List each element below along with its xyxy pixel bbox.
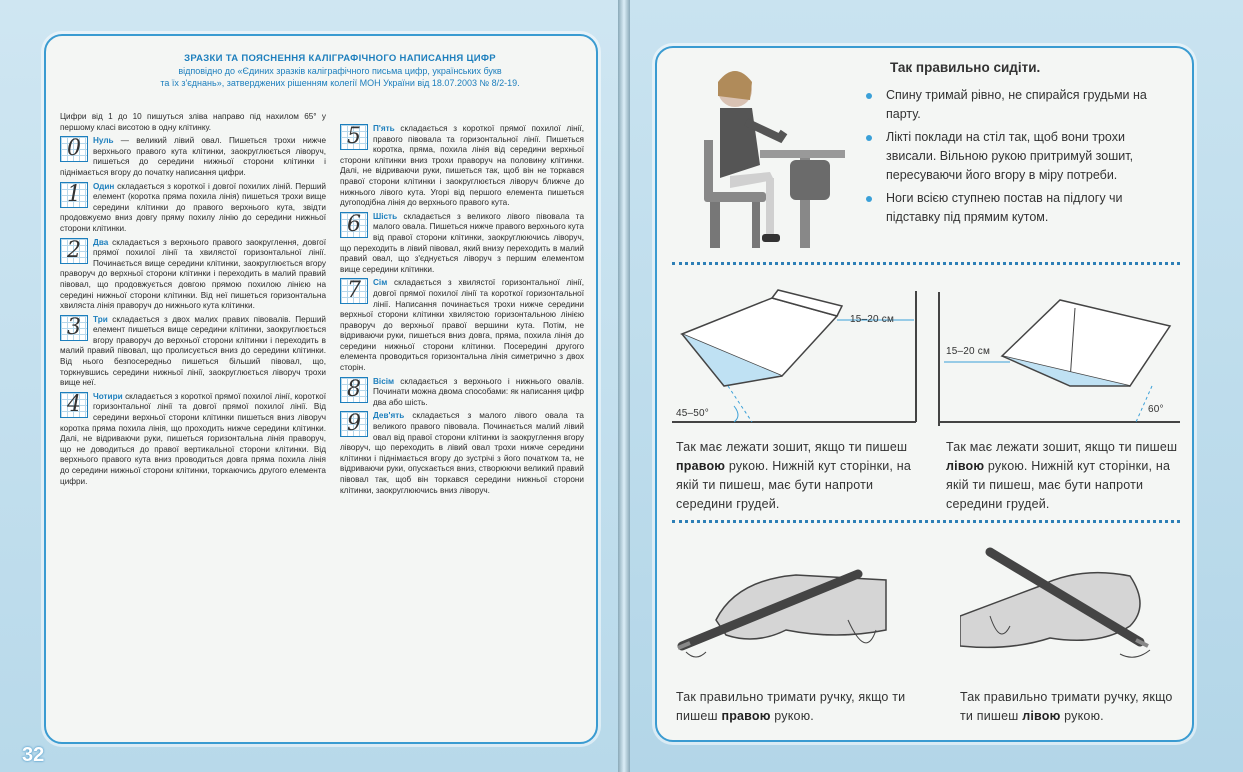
- pen-right-hand-illustration: [676, 560, 896, 670]
- caption-part: рукою. Нижній кут сторінки, на якій ти пишеш, має бути напроти середини грудей.: [676, 459, 912, 511]
- digit-name: Вісім: [373, 376, 395, 386]
- digit-name: Сім: [373, 278, 388, 288]
- page-subtitle-1: відповідно до «Єдиних зразків каліграфічного письма цифр, українських букв: [178, 66, 502, 76]
- digit-name: Три: [93, 314, 108, 324]
- sitting-rule: Лікті поклади на стіл так, щоб вони трохи звисали. Вільною рукою притримуй зошит, пересуваючи його вгору в міру потреби.: [862, 128, 1177, 185]
- intro-paragraph: Цифри від 1 до 10 пишуться зліва направо під нахилом 65° у першому класі висотою в одну клітинку.: [60, 112, 326, 132]
- caption-part: рукою. Нижній кут сторінки, на якій ти пишеш, має бути напроти середини грудей.: [946, 459, 1171, 511]
- digit-name: Два: [93, 237, 109, 247]
- distance-label-left: 15–20 см: [946, 346, 991, 357]
- notebook-left-caption: [946, 438, 1184, 514]
- digits-column-left: [60, 112, 326, 490]
- digit-sample: 4: [60, 392, 88, 418]
- digit-description: складається з короткої прямої похилої лінії, короткої горизонтальної лінії та довгої прямої похилої лінії. Від середини верхньої сторони клітинки пишеться вниз ліворуч коротка пряма похила лінія, що проходить нижче середини клітинки. Далі, не відриваючи руки, пишеться горизонтальна лінія праворуч, що не доводиться до правої вертикальної сторони клітинки. Від верхнього правого кута вниз проводиться довга пряма похила лінія до середини нижньої сторони клітинки, торкаючись другого елемента цифри.: [60, 391, 326, 486]
- digit-entry: [340, 377, 584, 409]
- digit-description: складається з верхнього правого заокруглення, довгої прямої похилої лінії та хвилястої горизонтальної лінії. Починається вище середини клітинки, заокруглюється вгору праворуч до верхньої сторони клітинки і переходить в малий правий півовал, що продовжується довгою прямою похилою лінією на середині нижньої сторони клітинки. Від неї пишеться горизонтальна хвиляста лінія праворуч до нижнього кута клітинки.: [60, 237, 326, 311]
- digit-sample: 8: [340, 377, 368, 403]
- digit-name: Один: [93, 181, 115, 191]
- caption-emphasis: правою: [721, 709, 771, 723]
- caption-part: Так має лежати зошит, якщо ти пишеш: [946, 440, 1178, 454]
- pen-left-hand-illustration: [960, 546, 1180, 666]
- notebook-right-hand-diagram: [672, 286, 922, 426]
- digit-description: складається з короткої і довгої похилих ліній. Перший елемент (коротка пряма похила лінія) пишеться трохи вище середини клітинки до правого верхнього кута, звідти продовжуємо вниз довгу пряму похилу лінію до середини нижньої сторони клітинки.: [60, 181, 326, 233]
- digit-entry: [340, 278, 584, 373]
- digit-entry: [60, 182, 326, 235]
- digit-entry: [60, 392, 326, 487]
- left-header: [80, 52, 600, 89]
- digit-sample: 3: [60, 315, 88, 341]
- sitting-rules-list: [862, 86, 1177, 231]
- digit-entry: [60, 136, 326, 178]
- digit-sample: 9: [340, 411, 368, 437]
- digit-description: складається з хвилястої горизонтальної лінії, довгої прямої похилої лінії та короткої горизонтальної лінії. Написання починається трохи нижче середини верхньої сторони клітинки хвилястою горизонтальною лінією праворуч до верхньої правої вершини кута. Потім, не відриваючи руки, пишеться вниз довга, пряма, похила лінія до середини нижньої сторони клітинки. Посередині другого елемента проводиться горизонтальна лінія симетрично з двох сторін.: [340, 278, 584, 373]
- digit-description: — великий лівий овал. Пишеться трохи нижче верхнього правого кута клітинки, заокруглюється ліворуч, пишеться до середини нижньої сторони клітинки і піднімається вгору до початку написання цифри.: [60, 136, 326, 177]
- caption-emphasis: лівою: [946, 459, 985, 473]
- distance-label-right: 15–20 см: [850, 314, 895, 325]
- digits-column-right: [340, 124, 584, 499]
- digit-description: складається з короткої прямої похилої лінії, правого півовала та горизонтальної лінії. Пишеться коротка, пряма, похила лінія від середини верхньої сторони клітинки вниз трохи праворуч на половину клітинки. Далі, не відриваючи руки, пишеться так, щоб він не торкався правої сторони клітинки і заокруглюється ліворуч ближче до нижнього лівого кута. Угорі від першого елемента пишеться дугоподібна лінія до верхнього правого кута.: [340, 124, 584, 208]
- page-title: ЗРАЗКИ ТА ПОЯСНЕННЯ КАЛІГРАФІЧНОГО НАПИСАННЯ ЦИФР: [184, 53, 496, 64]
- digit-entry: [340, 411, 584, 496]
- page-number: 32: [22, 744, 45, 766]
- digit-description: складається з великого лівого півовала та малого овала. Пишеться нижче правого верхнього кута від правої сторони клітинки, заокруглюючись ліворуч, що переходить в лівий півовал, який внизу переходить в малий правий овал, що з'єднується ліворуч з першим елементом вище середини клітинки.: [340, 211, 584, 274]
- book-spine: [618, 0, 630, 772]
- caption-emphasis: лівою: [1022, 709, 1061, 723]
- sitting-girl-illustration: [690, 60, 850, 250]
- sitting-rule: Ноги всією ступнею постав на підлогу чи підставку під прямим кутом.: [862, 189, 1177, 227]
- pen-left-caption: [960, 688, 1180, 726]
- sitting-rule: Спину тримай рівно, не спирайся грудьми на парту.: [862, 86, 1177, 124]
- digit-name: Чотири: [93, 391, 123, 401]
- caption-part: рукою.: [770, 709, 814, 723]
- digit-sample: 1: [60, 182, 88, 208]
- digit-sample: 6: [340, 212, 368, 238]
- digit-name: Нуль: [93, 136, 114, 146]
- digit-name: П'ять: [373, 124, 395, 133]
- caption-part: рукою.: [1060, 709, 1104, 723]
- dotted-divider: [672, 262, 1180, 265]
- sitting-title: Так правильно сидіти.: [890, 60, 1041, 75]
- notebook-right-caption: [676, 438, 924, 514]
- digit-name: Шість: [373, 211, 398, 221]
- digit-sample: 0: [60, 136, 88, 162]
- digit-sample: 7: [340, 278, 368, 304]
- digit-description: складається з двох малих правих півовалів. Перший елемент пишеться вище середини клітинки, заокруглюється вгору праворуч до верхньої сторони клітинки і переходить в малий правий півовал, що пролисується вниз до середини клітинки. Від нього безпосередньо пишеться більший півовал, що, торкнувшись середини нижньої лінії, заокруглюється ліворуч трохи вище неї.: [60, 314, 326, 388]
- page-subtitle-2: та їх з'єднань», затверджених рішенням колегії МОН України від 18.07.2003 № 8/2-19.: [160, 78, 520, 88]
- digit-description: складається з малого лівого овала та великого правого півовала. Починається малий лівий овал від правої сторони клітинки із заокруглення вгору ліворуч, що переходить в лівий овал трохи нижче середини клітинки і піднімається вгору до зустрічі з його початком та, не відриваючи руки, опускається вниз, створюючи великий правий півовал так, щоб він торкався середини нижньої сторони клітинки, заокруглюючись вниз ліворуч.: [340, 411, 584, 495]
- digit-description: складається з верхнього і нижнього овалів. Починати можна двома способами: як написання цифр два або шість.: [373, 376, 584, 407]
- digit-entry: [60, 238, 326, 312]
- caption-emphasis: правою: [676, 459, 726, 473]
- digit-entry: [340, 124, 584, 209]
- angle-label-left: 60°: [1148, 404, 1164, 415]
- digit-entry: [340, 212, 584, 276]
- digit-entry: [60, 315, 326, 389]
- dotted-divider: [672, 520, 1180, 523]
- pen-right-caption: [676, 688, 906, 726]
- caption-part: Так правильно тримати ручку, якщо ти пишеш: [676, 690, 906, 723]
- digit-sample: 2: [60, 238, 88, 264]
- caption-part: Так має лежати зошит, якщо ти пишеш: [676, 440, 908, 454]
- angle-label-right: 45–50°: [676, 408, 710, 419]
- digit-sample: 5: [340, 124, 368, 150]
- digit-name: Дев'ять: [373, 411, 405, 421]
- caption-part: Так правильно тримати ручку, якщо ти пишеш: [960, 690, 1173, 723]
